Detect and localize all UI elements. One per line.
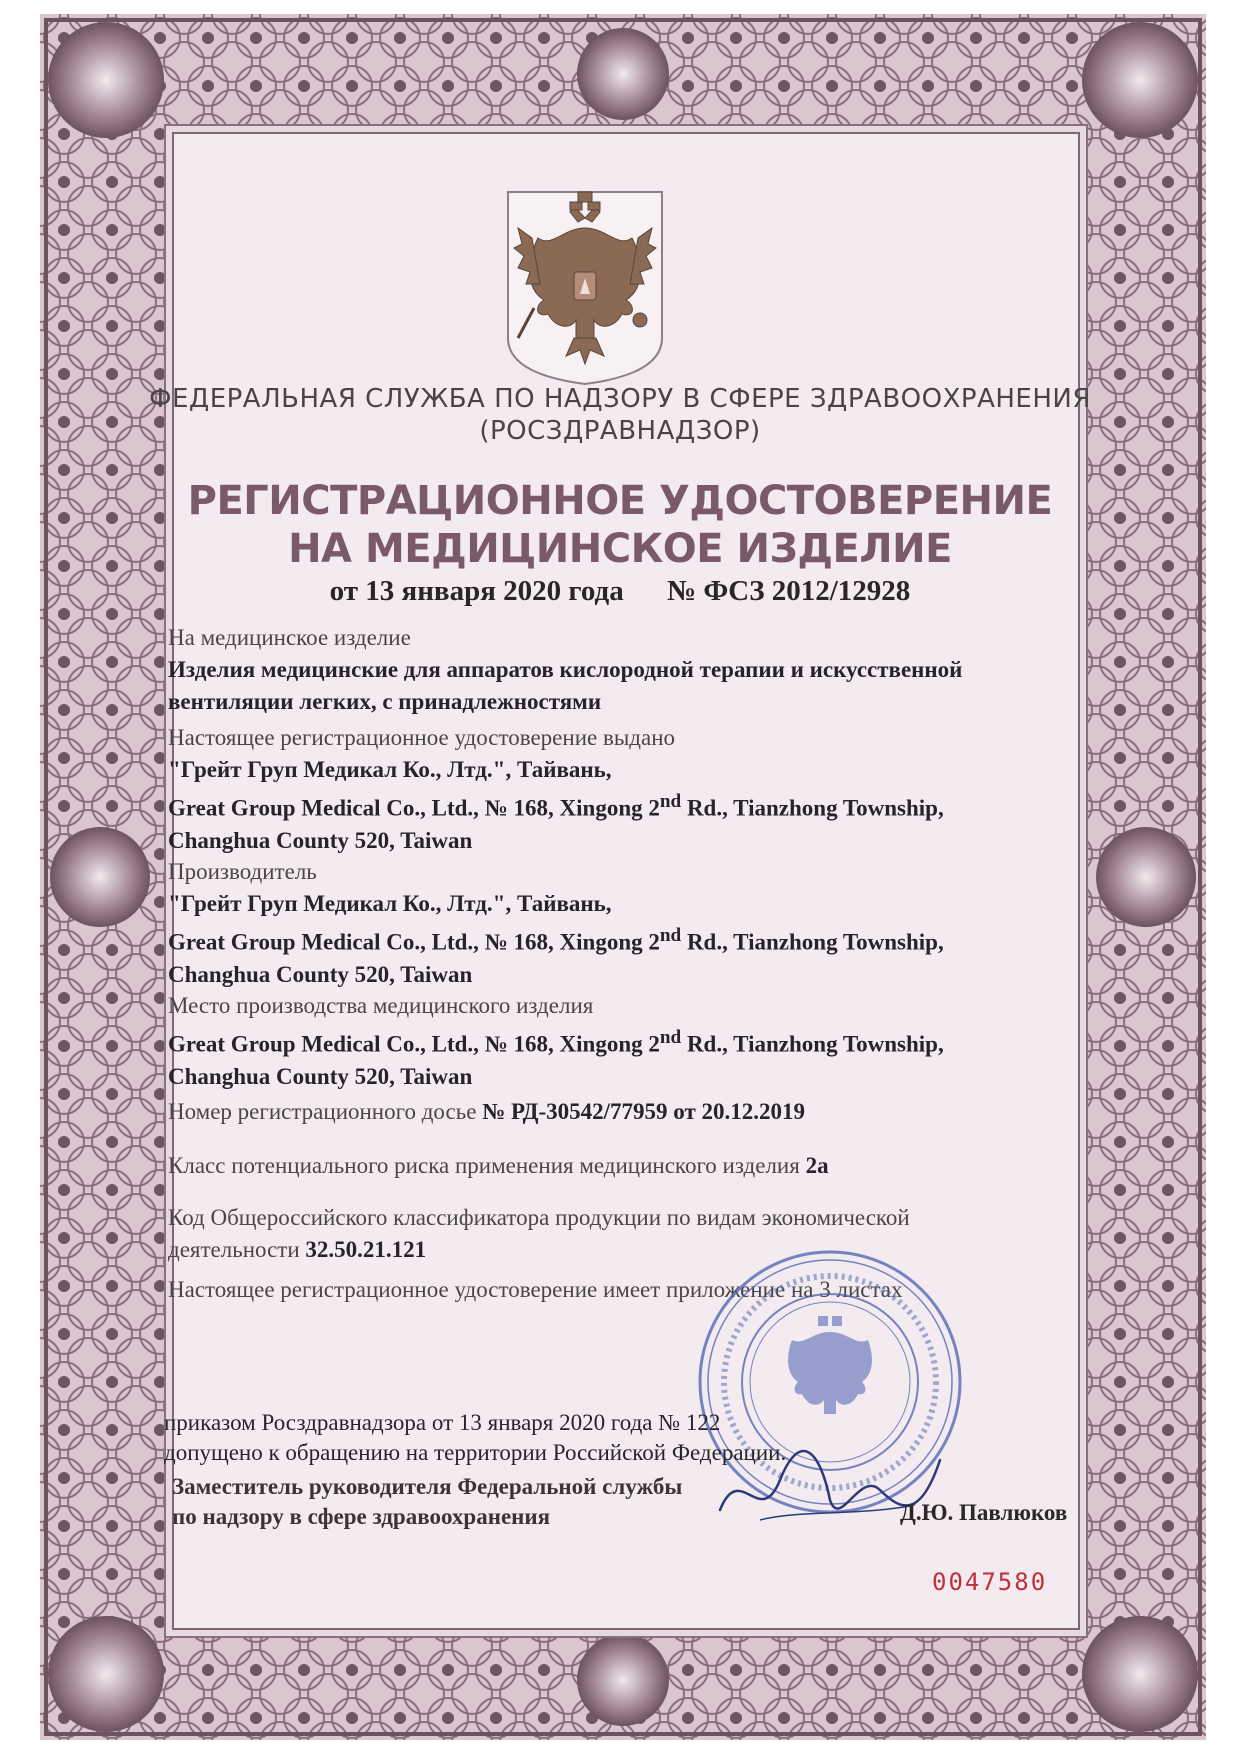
okpd-label-line2: деятельности xyxy=(168,1237,306,1262)
manufacturer-line1: "Грейт Груп Медикал Ко., Лтд.", Тайвань, xyxy=(168,891,612,916)
risk-class-value: 2а xyxy=(805,1153,829,1178)
order-line1: приказом Росздравнадзора от 13 января 2020 года № 122 xyxy=(164,1410,721,1435)
manufacturer-label: Производитель xyxy=(168,859,317,884)
signatory-title-line2: по надзору в сфере здравоохранения xyxy=(172,1504,551,1529)
issue-date-line xyxy=(120,575,1120,608)
certificate-number: № ФСЗ 2012/12928 xyxy=(666,575,911,607)
issue-date: от 13 января 2020 года xyxy=(329,575,624,607)
issued-to-line1: "Грейт Груп Медикал Ко., Лтд.", Тайвань, xyxy=(168,757,612,782)
agency-name: ФЕДЕРАЛЬНАЯ СЛУЖБА ПО НАДЗОРУ В СФЕРЕ ЗДРАВООХРАНЕНИЯ xyxy=(149,384,1091,414)
manufacturer-line2: Great Group Medical Co., Ltd., № 168, Xingong 2nd Rd., Tianzhong Township, xyxy=(168,925,944,955)
risk-class-label: Класс потенциального риска применения медицинского изделия xyxy=(168,1153,806,1178)
risk-class-line xyxy=(168,1150,1068,1182)
production-site-section xyxy=(168,990,1068,1093)
serial-number: 0047580 xyxy=(932,1568,1048,1596)
appendix-note: Настоящее регистрационное удостоверение имеет приложение на 3 листах xyxy=(168,1277,903,1302)
device-label: На медицинское изделие xyxy=(168,625,411,650)
dossier-label: Номер регистрационного досье xyxy=(168,1099,483,1124)
order-line2: допущено к обращению на территории Российской Федерации. xyxy=(164,1440,787,1465)
dossier-value: № РД-30542/77959 от 20.12.2019 xyxy=(482,1099,805,1124)
agency-abbreviation: (РОСЗДРАВНАДЗОР) xyxy=(479,416,761,446)
device-name-line1: Изделия медицинские для аппаратов кислородной терапии и искусственной xyxy=(168,657,963,682)
device-section xyxy=(168,622,1068,718)
issued-to-line3: Changhua County 520, Taiwan xyxy=(168,827,473,853)
coat-of-arms-emblem-icon xyxy=(504,188,666,386)
manufacturer-section xyxy=(168,856,1068,991)
signatory-title-line1: Заместитель руководителя Федеральной службы xyxy=(172,1474,683,1499)
document-subtitle: НА МЕДИЦИНСКОЕ ИЗДЕЛИЕ xyxy=(288,526,952,572)
document-title: РЕГИСТРАЦИОННОЕ УДОСТОВЕРЕНИЕ xyxy=(187,478,1053,524)
signatory-name: Д.Ю. Павлюков xyxy=(900,1500,1068,1525)
okpd-value: 32.50.21.121 xyxy=(305,1237,427,1262)
issued-to-section xyxy=(168,722,1068,857)
production-site-line1: Great Group Medical Co., Ltd., № 168, Xingong 2nd Rd., Tianzhong Township, xyxy=(168,1027,944,1057)
production-site-label: Место производства медицинского изделия xyxy=(168,993,594,1018)
okpd-label-line1: Код Общероссийского классификатора продукции по видам экономической xyxy=(168,1205,910,1230)
issued-to-label: Настоящее регистрационное удостоверение выдано xyxy=(168,725,675,750)
dossier-line xyxy=(168,1096,1068,1128)
device-name-line2: вентиляции легких, с принадлежностями xyxy=(168,689,602,714)
production-site-line2: Changhua County 520, Taiwan xyxy=(168,1063,473,1089)
issued-to-line2: Great Group Medical Co., Ltd., № 168, Xingong 2nd Rd., Tianzhong Township, xyxy=(168,791,944,821)
manufacturer-line3: Changhua County 520, Taiwan xyxy=(168,961,473,987)
